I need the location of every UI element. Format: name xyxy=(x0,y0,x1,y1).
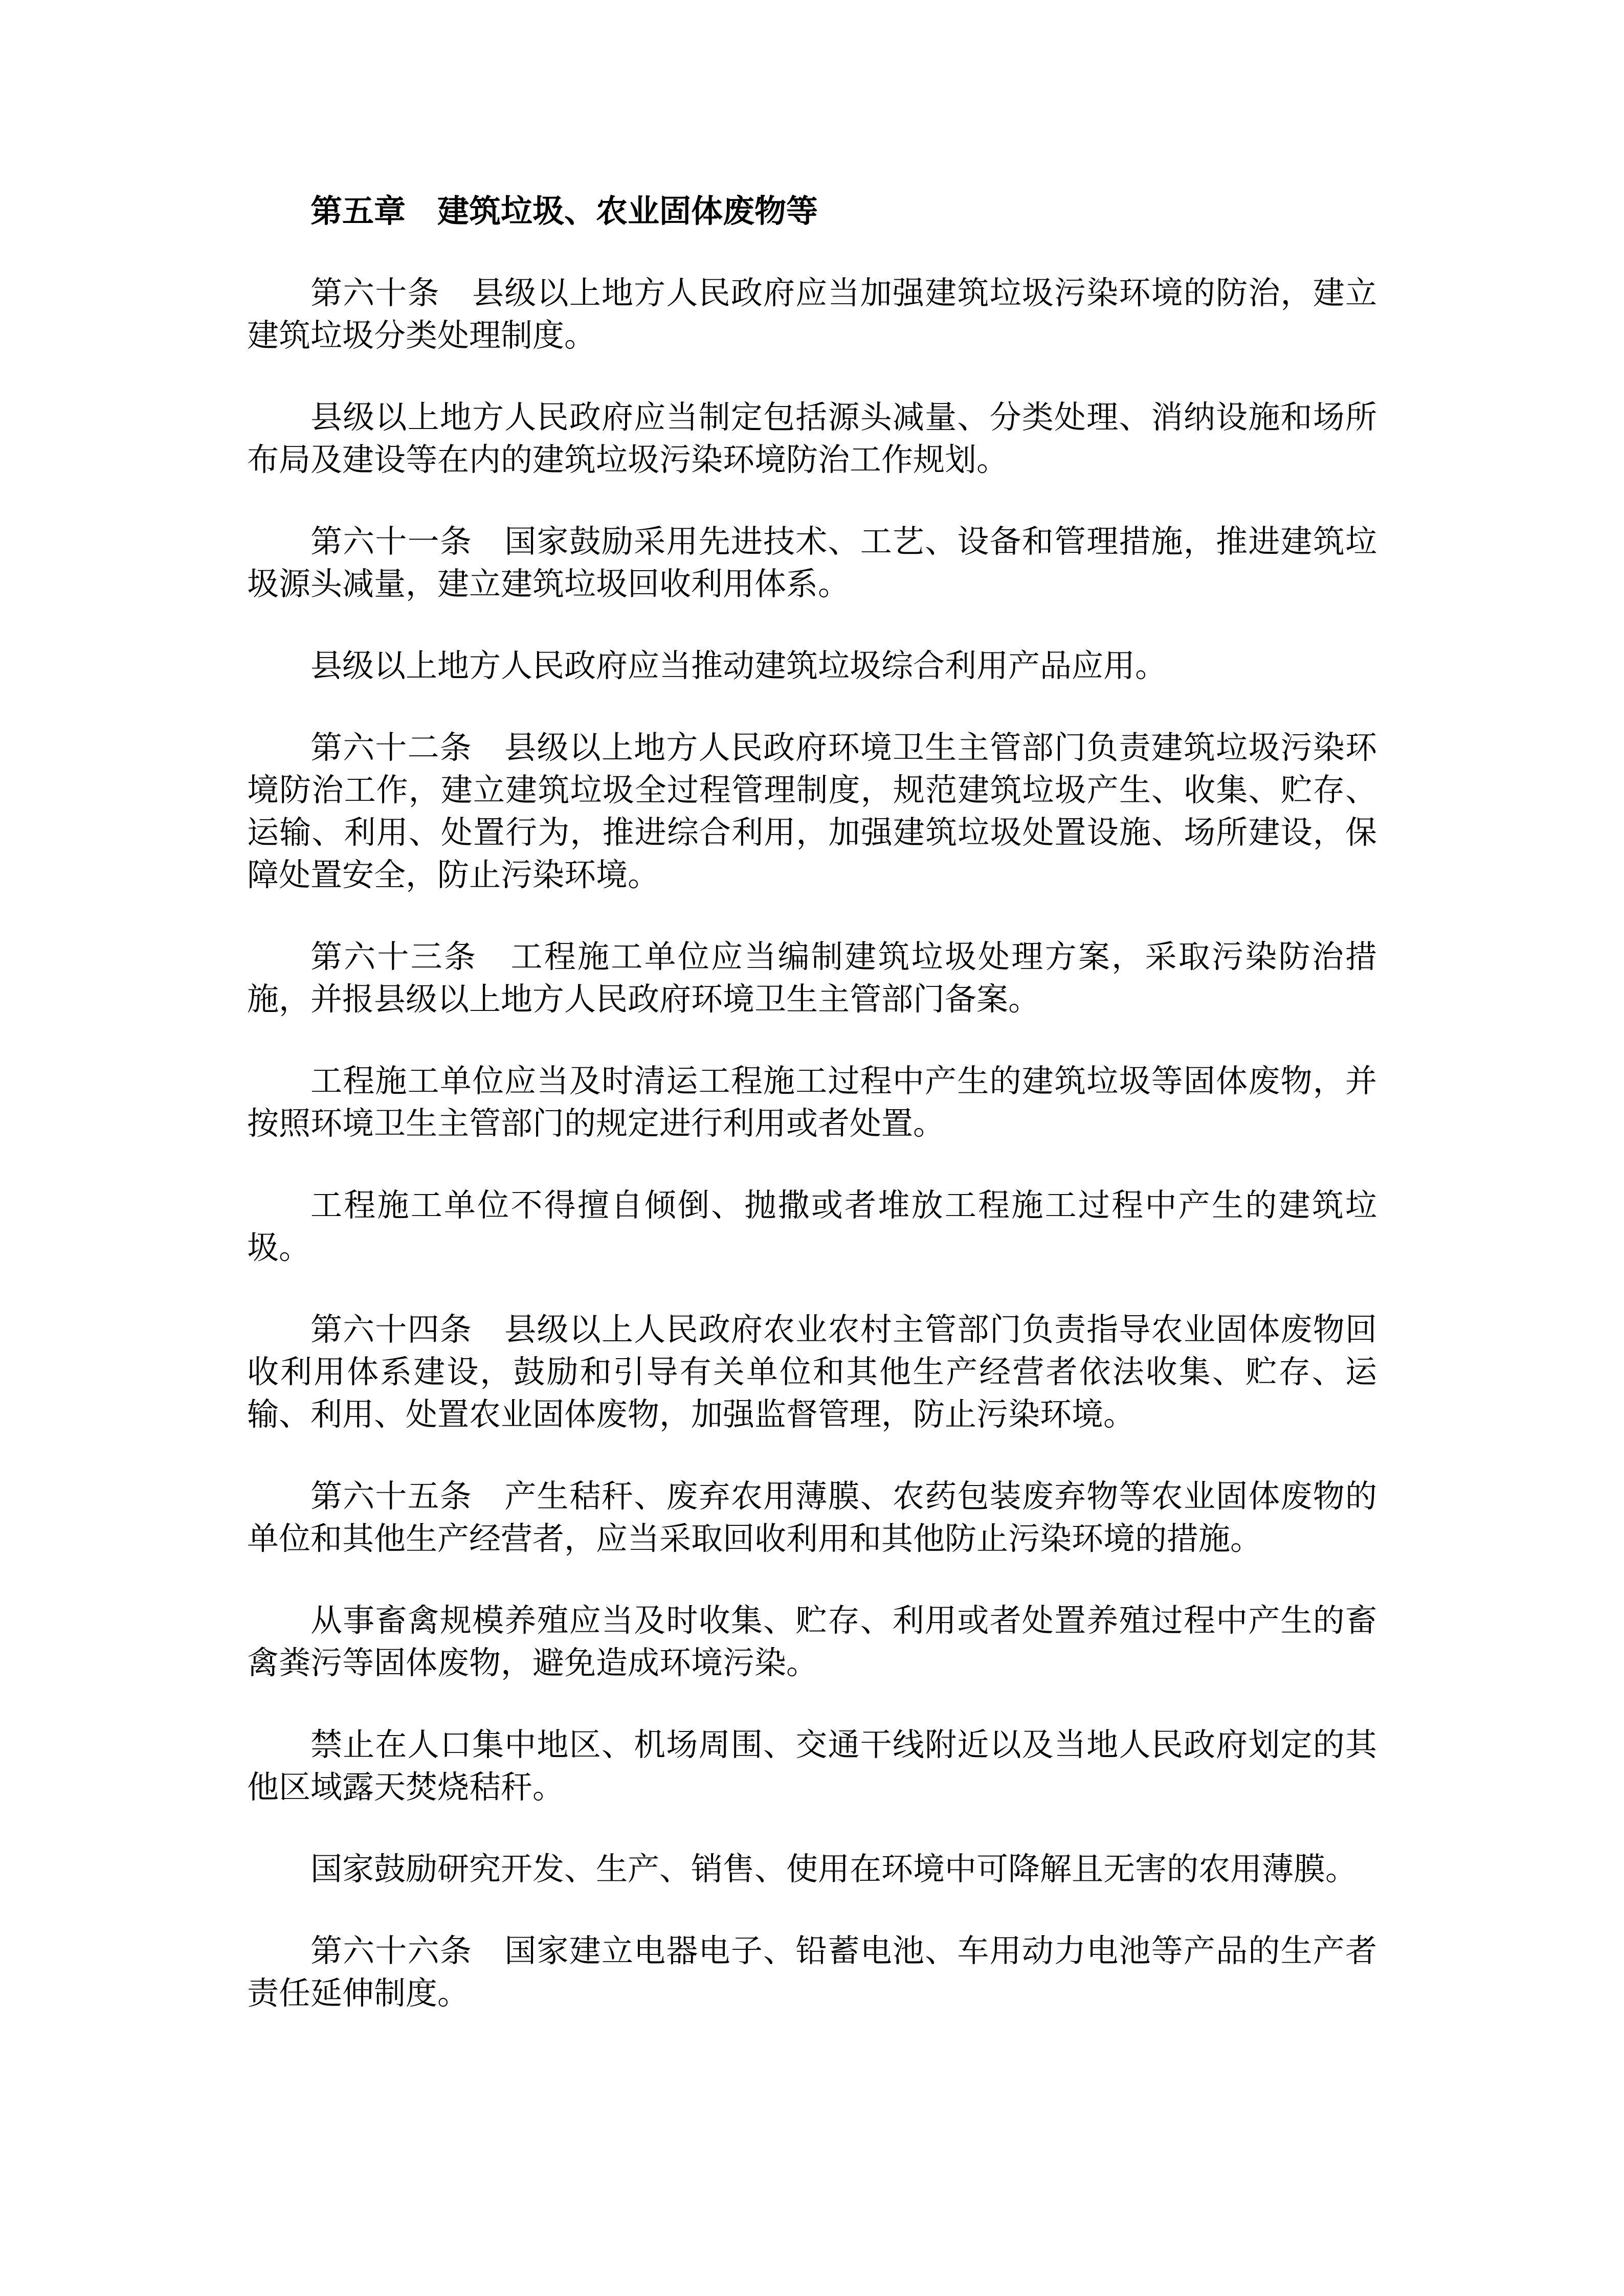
chapter-5-heading: 第五章 建筑垃圾、农业固体废物等 xyxy=(310,194,818,229)
article-61-p1: 第六十一条 国家鼓励采用先进技术、工艺、设备和管理措施，推进建筑垃圾源头减量，建立建筑垃圾回收利用体系。 xyxy=(247,525,1377,602)
article-66: 第六十六条 国家建立电器电子、铅蓄电池、车用动力电池等产品的生产者责任延伸制度。 xyxy=(247,1934,1377,2011)
article-65-p3: 禁止在人口集中地区、机场周围、交通干线附近以及当地人民政府划定的其他区域露天焚烧秸秆。 xyxy=(247,1728,1377,1805)
article-65-p1: 第六十五条 产生秸秆、废弃农用薄膜、农药包装废弃物等农业固体废物的单位和其他生产经营者，应当采取回收利用和其他防止污染环境的措施。 xyxy=(247,1479,1377,1557)
article-62: 第六十二条 县级以上地方人民政府环境卫生主管部门负责建筑垃圾污染环境防治工作，建立建筑垃圾全过程管理制度，规范建筑垃圾产生、收集、贮存、运输、利用、处置行为，推进综合利用，加强建筑垃圾处置设施、场所建设，保障处置安全，防止污染环境。 xyxy=(247,731,1377,893)
article-60-p2: 县级以上地方人民政府应当制定包括源头减量、分类处理、消纳设施和场所布局及建设等在内的建筑垃圾污染环境防治工作规划。 xyxy=(247,400,1377,478)
article-63-p2: 工程施工单位应当及时清运工程施工过程中产生的建筑垃圾等固体废物，并按照环境卫生主管部门的规定进行利用或者处置。 xyxy=(247,1064,1377,1141)
article-63-p3: 工程施工单位不得擅自倾倒、抛撒或者堆放工程施工过程中产生的建筑垃圾。 xyxy=(247,1188,1377,1266)
article-63-p1: 第六十三条 工程施工单位应当编制建筑垃圾处理方案，采取污染防治措施，并报县级以上地方人民政府环境卫生主管部门备案。 xyxy=(247,940,1377,1017)
article-61-p2: 县级以上地方人民政府应当推动建筑垃圾综合利用产品应用。 xyxy=(310,649,1167,684)
article-65-p4: 国家鼓励研究开发、生产、销售、使用在环境中可降解且无害的农用薄膜。 xyxy=(310,1852,1358,1887)
article-65-p2: 从事畜禽规模养殖应当及时收集、贮存、利用或者处置养殖过程中产生的畜禽粪污等固体废物，避免造成环境污染。 xyxy=(247,1604,1377,1681)
article-60-p1: 第六十条 县级以上地方人民政府应当加强建筑垃圾污染环境的防治，建立建筑垃圾分类处理制度。 xyxy=(247,276,1377,353)
article-64: 第六十四条 县级以上人民政府农业农村主管部门负责指导农业固体废物回收利用体系建设，鼓励和引导有关单位和其他生产经营者依法收集、贮存、运输、利用、处置农业固体废物，加强监督管理，防止污染环境。 xyxy=(247,1313,1377,1432)
